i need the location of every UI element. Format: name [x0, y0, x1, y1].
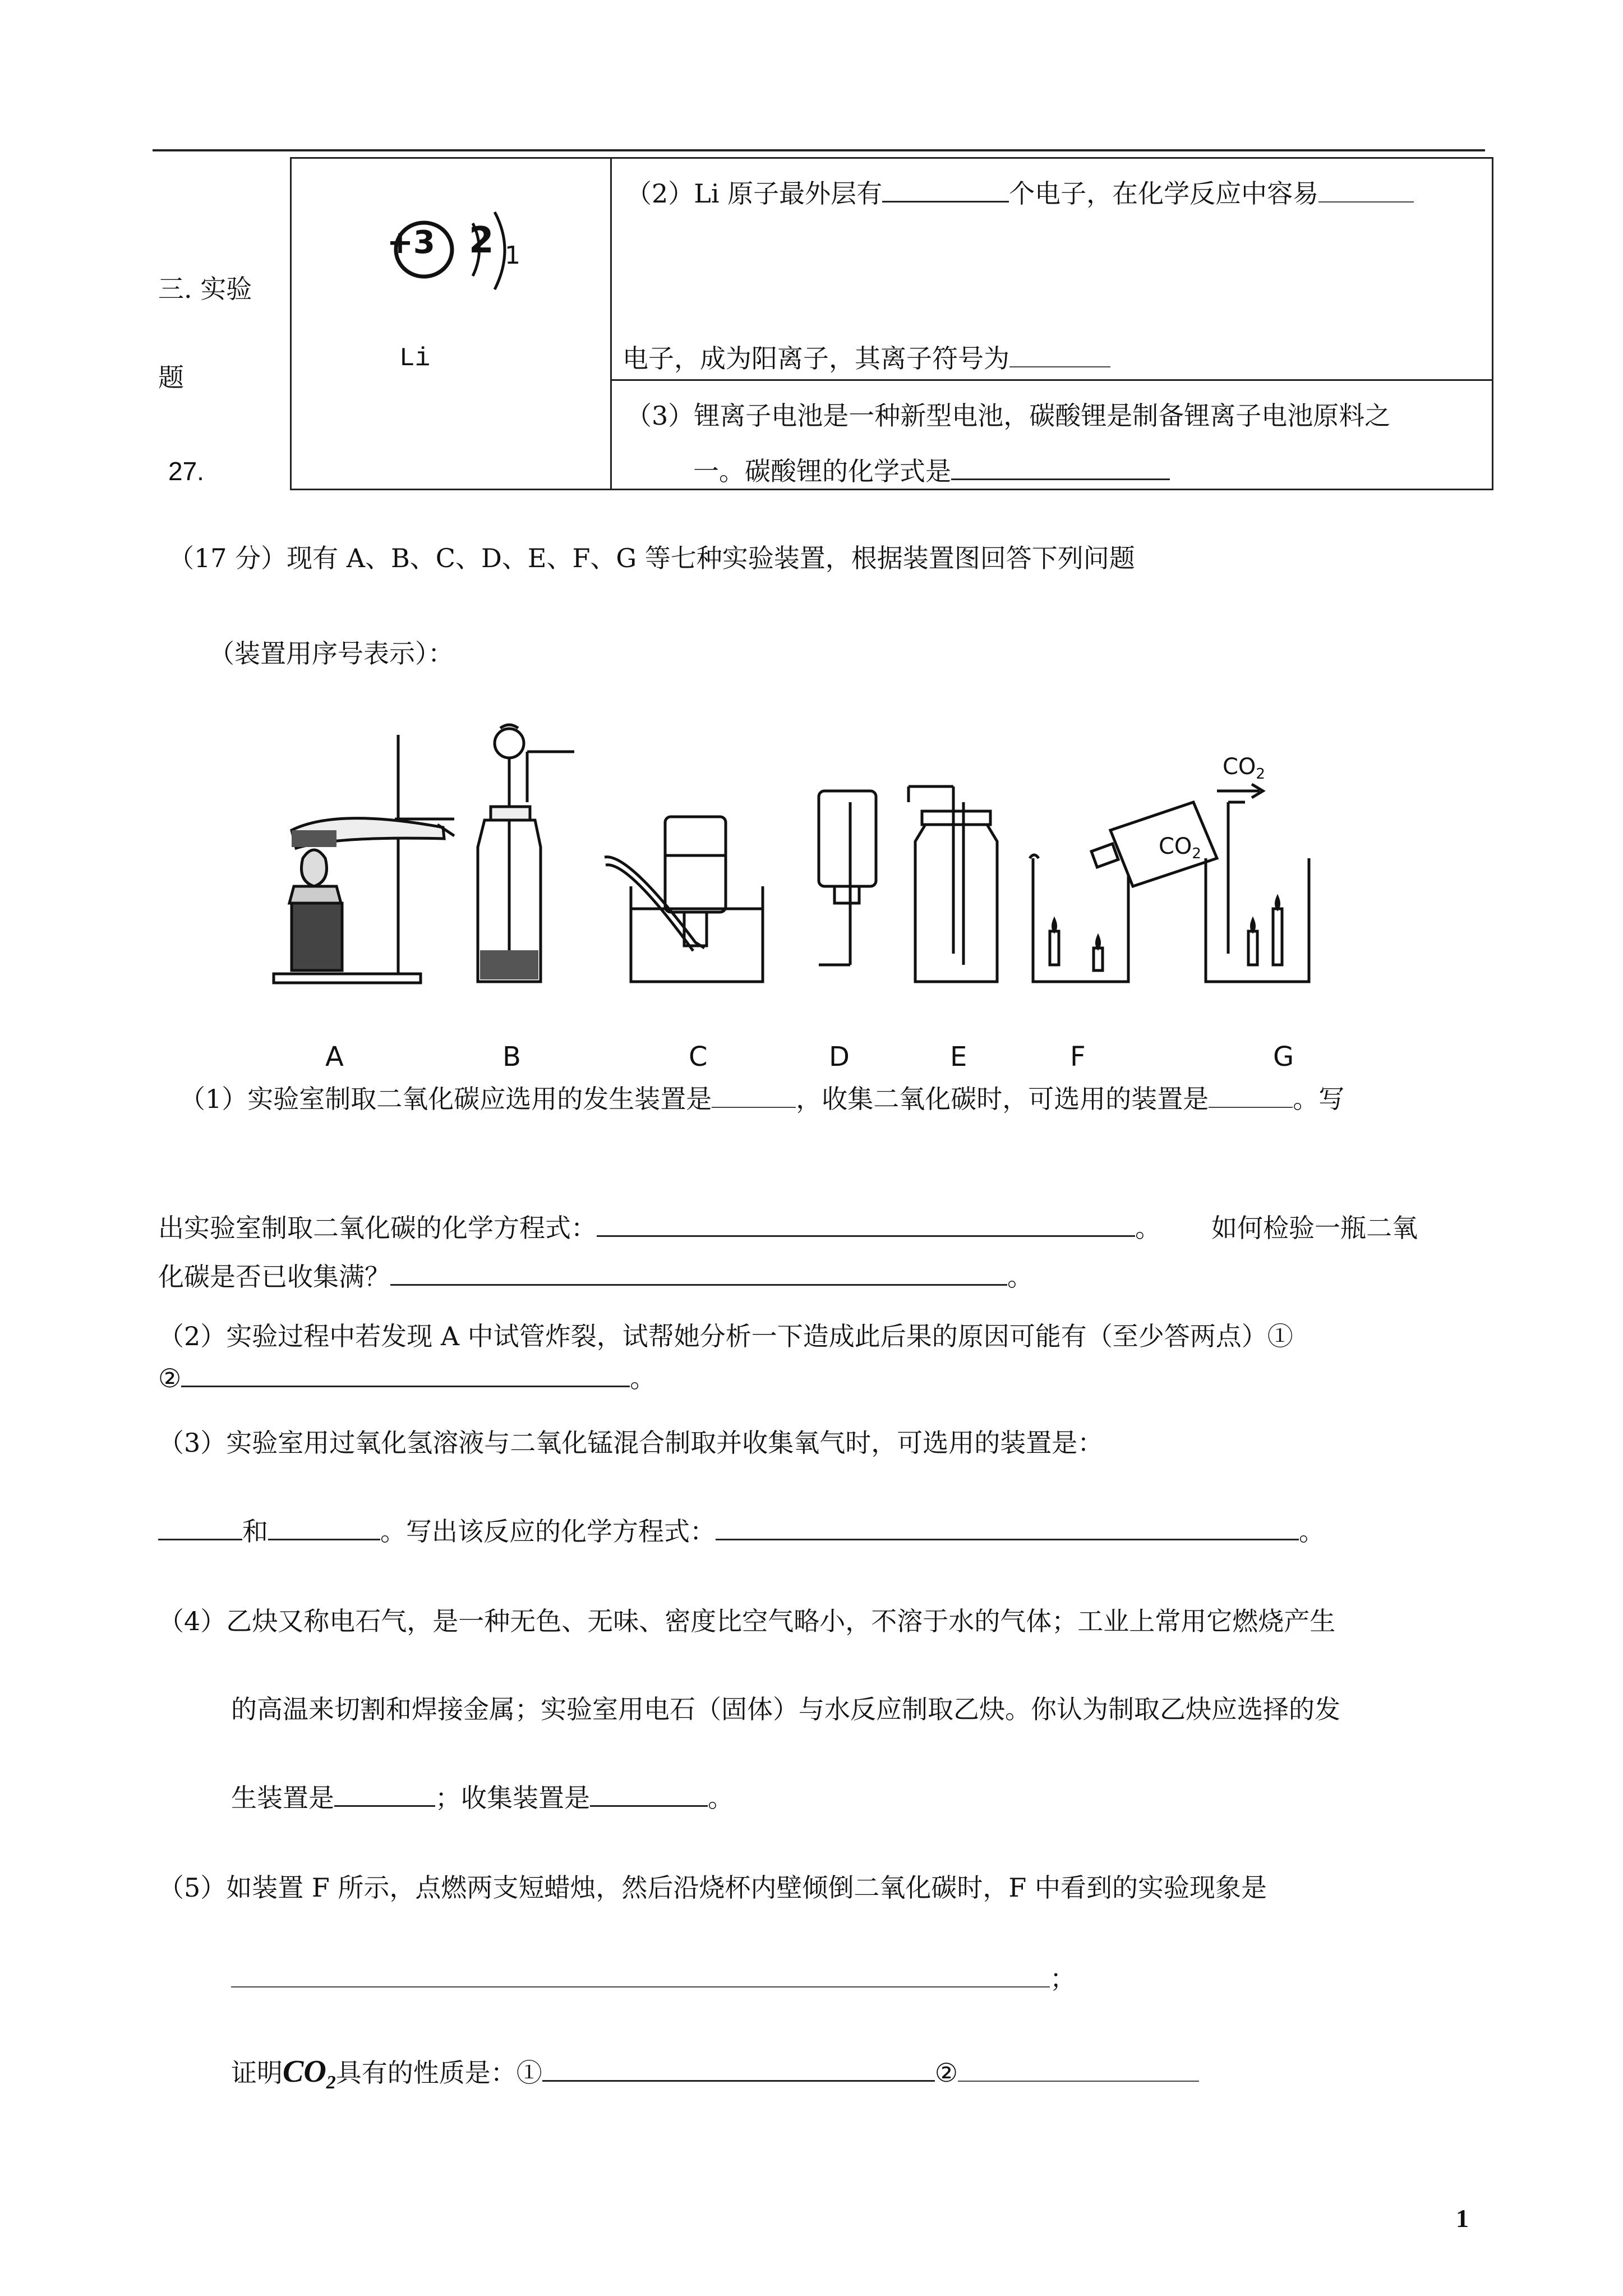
apparatus-c: [605, 817, 763, 982]
section-heading-line2: 题: [158, 362, 184, 393]
table-q2-line2: [623, 343, 1110, 374]
q5-text-e: ②: [934, 2058, 958, 2088]
q2-text-b: ②: [158, 1363, 182, 1393]
table-q3-line2: [693, 456, 1170, 487]
top-rule: [153, 149, 1485, 151]
q4-line3: [231, 1783, 734, 1814]
q4-line1: （4）乙炔又称电石气，是一种无色、无味、密度比空气略小，不溶于水的气体；工业上常用它燃烧产生: [158, 1606, 1336, 1636]
q1-text-d: 出实验室制取二氧化碳的化学方程式：: [158, 1213, 597, 1243]
intro-line1: （17 分）现有 A、B、C、D、E、F、G 等七种实验装置，根据装置图回答下列问题: [168, 543, 1135, 573]
label-b: B: [502, 1041, 521, 1073]
q4-text-d: ；收集装置是: [435, 1783, 590, 1813]
co2-formula: [283, 2054, 336, 2093]
q5-line3: [231, 2053, 1199, 2095]
q1-text-e: 。: [1135, 1213, 1161, 1243]
nucleus-charge: +3: [387, 224, 435, 261]
q3-blank-device1: [158, 1517, 242, 1540]
atom-label: Li: [399, 344, 431, 373]
q1-line1: [179, 1084, 1344, 1115]
apparatus-figure: [269, 718, 1346, 1032]
q1-blank-generator: [712, 1085, 796, 1108]
label-c: C: [689, 1041, 708, 1073]
label-d: D: [829, 1041, 850, 1073]
q5-line2: [231, 1963, 1076, 1994]
g-co2-label: $CO_2$: [1223, 754, 1265, 783]
bottle-co2-label: $CO_2$: [1159, 834, 1201, 862]
shell2-electrons: 1: [505, 241, 520, 270]
q2-text-a: （2）Li 原子最外层有: [626, 178, 883, 209]
q5-text-c: 证明: [231, 2058, 283, 2088]
q3-blank-device2: [268, 1517, 380, 1540]
page-number: 1: [1456, 2204, 1469, 2233]
question-number: 27.: [168, 457, 204, 486]
table-q3-line1: （3）锂离子电池是一种新型电池，碳酸锂是制备锂离子电池原料之: [626, 401, 1391, 431]
q5-line1: （5）如装置 F 所示，点燃两支短蜡烛，然后沿烧杯内壁倾倒二氧化碳时，F 中看到的实验现象是: [158, 1872, 1267, 1903]
q2-text-b: 个电子，在化学反应中容易: [1009, 178, 1319, 209]
q4-blank-collector: [590, 1784, 708, 1807]
q2-blank-tendency: [1318, 180, 1414, 203]
q3-text-b: 和: [242, 1516, 268, 1547]
q5-blank-property1: [542, 2059, 935, 2082]
q5-blank-phenomenon: [231, 1965, 1050, 1987]
q4-text-c: 生装置是: [231, 1783, 334, 1813]
table-divider-horizontal: [610, 379, 1493, 381]
section-heading-line1: 三. 实验: [158, 274, 252, 304]
q3-text: 一。碳酸锂的化学式是: [693, 456, 951, 486]
q5-blank-property2: [958, 2059, 1199, 2082]
q3-text-d: 。: [1299, 1516, 1325, 1547]
q1-blank-collector: [1209, 1085, 1293, 1108]
q2-text-c: 。: [630, 1363, 656, 1393]
apparatus-a: [274, 735, 454, 983]
outer-shell-arc: [495, 212, 505, 289]
q3-text-c: 。写出该反应的化学方程式：: [380, 1516, 716, 1547]
table-q2-line1: [626, 178, 1414, 209]
label-e: E: [950, 1041, 967, 1073]
intro-line2: （装置用序号表示）：: [209, 638, 454, 669]
q1-blank-test: [390, 1263, 1007, 1286]
q1-text-h: 。: [1007, 1262, 1033, 1292]
q1-text-c: 。写: [1293, 1084, 1345, 1114]
shell1-electrons: 2: [469, 220, 494, 261]
q1-text-g: 化碳是否已收集满？: [158, 1262, 390, 1292]
q5-text-b: ；: [1050, 1963, 1076, 1994]
q3-line1: （3）实验室用过氧化氢溶液与二氧化锰混合制取并收集氧气时，可选用的装置是：: [158, 1428, 1104, 1458]
apparatus-g: [1206, 784, 1309, 982]
q1-line2: [158, 1213, 1418, 1244]
apparatus-d: [819, 791, 876, 965]
q2-text-c: 电子，成为阳离子，其离子符号为: [623, 343, 1009, 374]
q4-blank-generator: [334, 1784, 435, 1807]
q1-text-b: ，收集二氧化碳时，可选用的装置是: [796, 1084, 1209, 1114]
q1-line3: [158, 1262, 1033, 1292]
label-a: A: [325, 1041, 344, 1073]
apparatus-f: [1030, 802, 1217, 982]
q3-blank-equation: [716, 1517, 1299, 1540]
co2-co: CO: [283, 2054, 326, 2089]
q4-text-e: 。: [708, 1783, 734, 1813]
label-f: F: [1070, 1041, 1086, 1073]
q5-text-d: 具有的性质是：①: [335, 2058, 542, 2088]
q1-text-f: 如何检验一瓶二氧: [1211, 1213, 1418, 1243]
q3-line2: [158, 1516, 1325, 1547]
apparatus-e: [909, 786, 997, 982]
q1-blank-equation: [597, 1214, 1135, 1237]
q2-blank-ion-symbol: [1009, 345, 1110, 367]
q3-blank-formula: [951, 457, 1170, 480]
apparatus-b: [478, 725, 574, 982]
q2-blank-electrons: [882, 180, 1009, 203]
q2-line1: （2）实验过程中若发现 A 中试管炸裂，试帮她分析一下造成此后果的原因可能有（至少答两点）①: [158, 1321, 1293, 1351]
q1-text-a: （1）实验室制取二氧化碳应选用的发生装置是: [179, 1084, 712, 1114]
q2-line2: [158, 1363, 656, 1394]
q4-line2: 的高温来切割和焊接金属；实验室用电石（固体）与水反应制取乙炔。你认为制取乙炔应选择的发: [231, 1694, 1340, 1724]
q2-blank-reasons: [181, 1364, 630, 1387]
co2-subscript: 2: [326, 2072, 336, 2093]
table-divider-vertical: [610, 157, 612, 490]
label-g: G: [1273, 1041, 1294, 1073]
